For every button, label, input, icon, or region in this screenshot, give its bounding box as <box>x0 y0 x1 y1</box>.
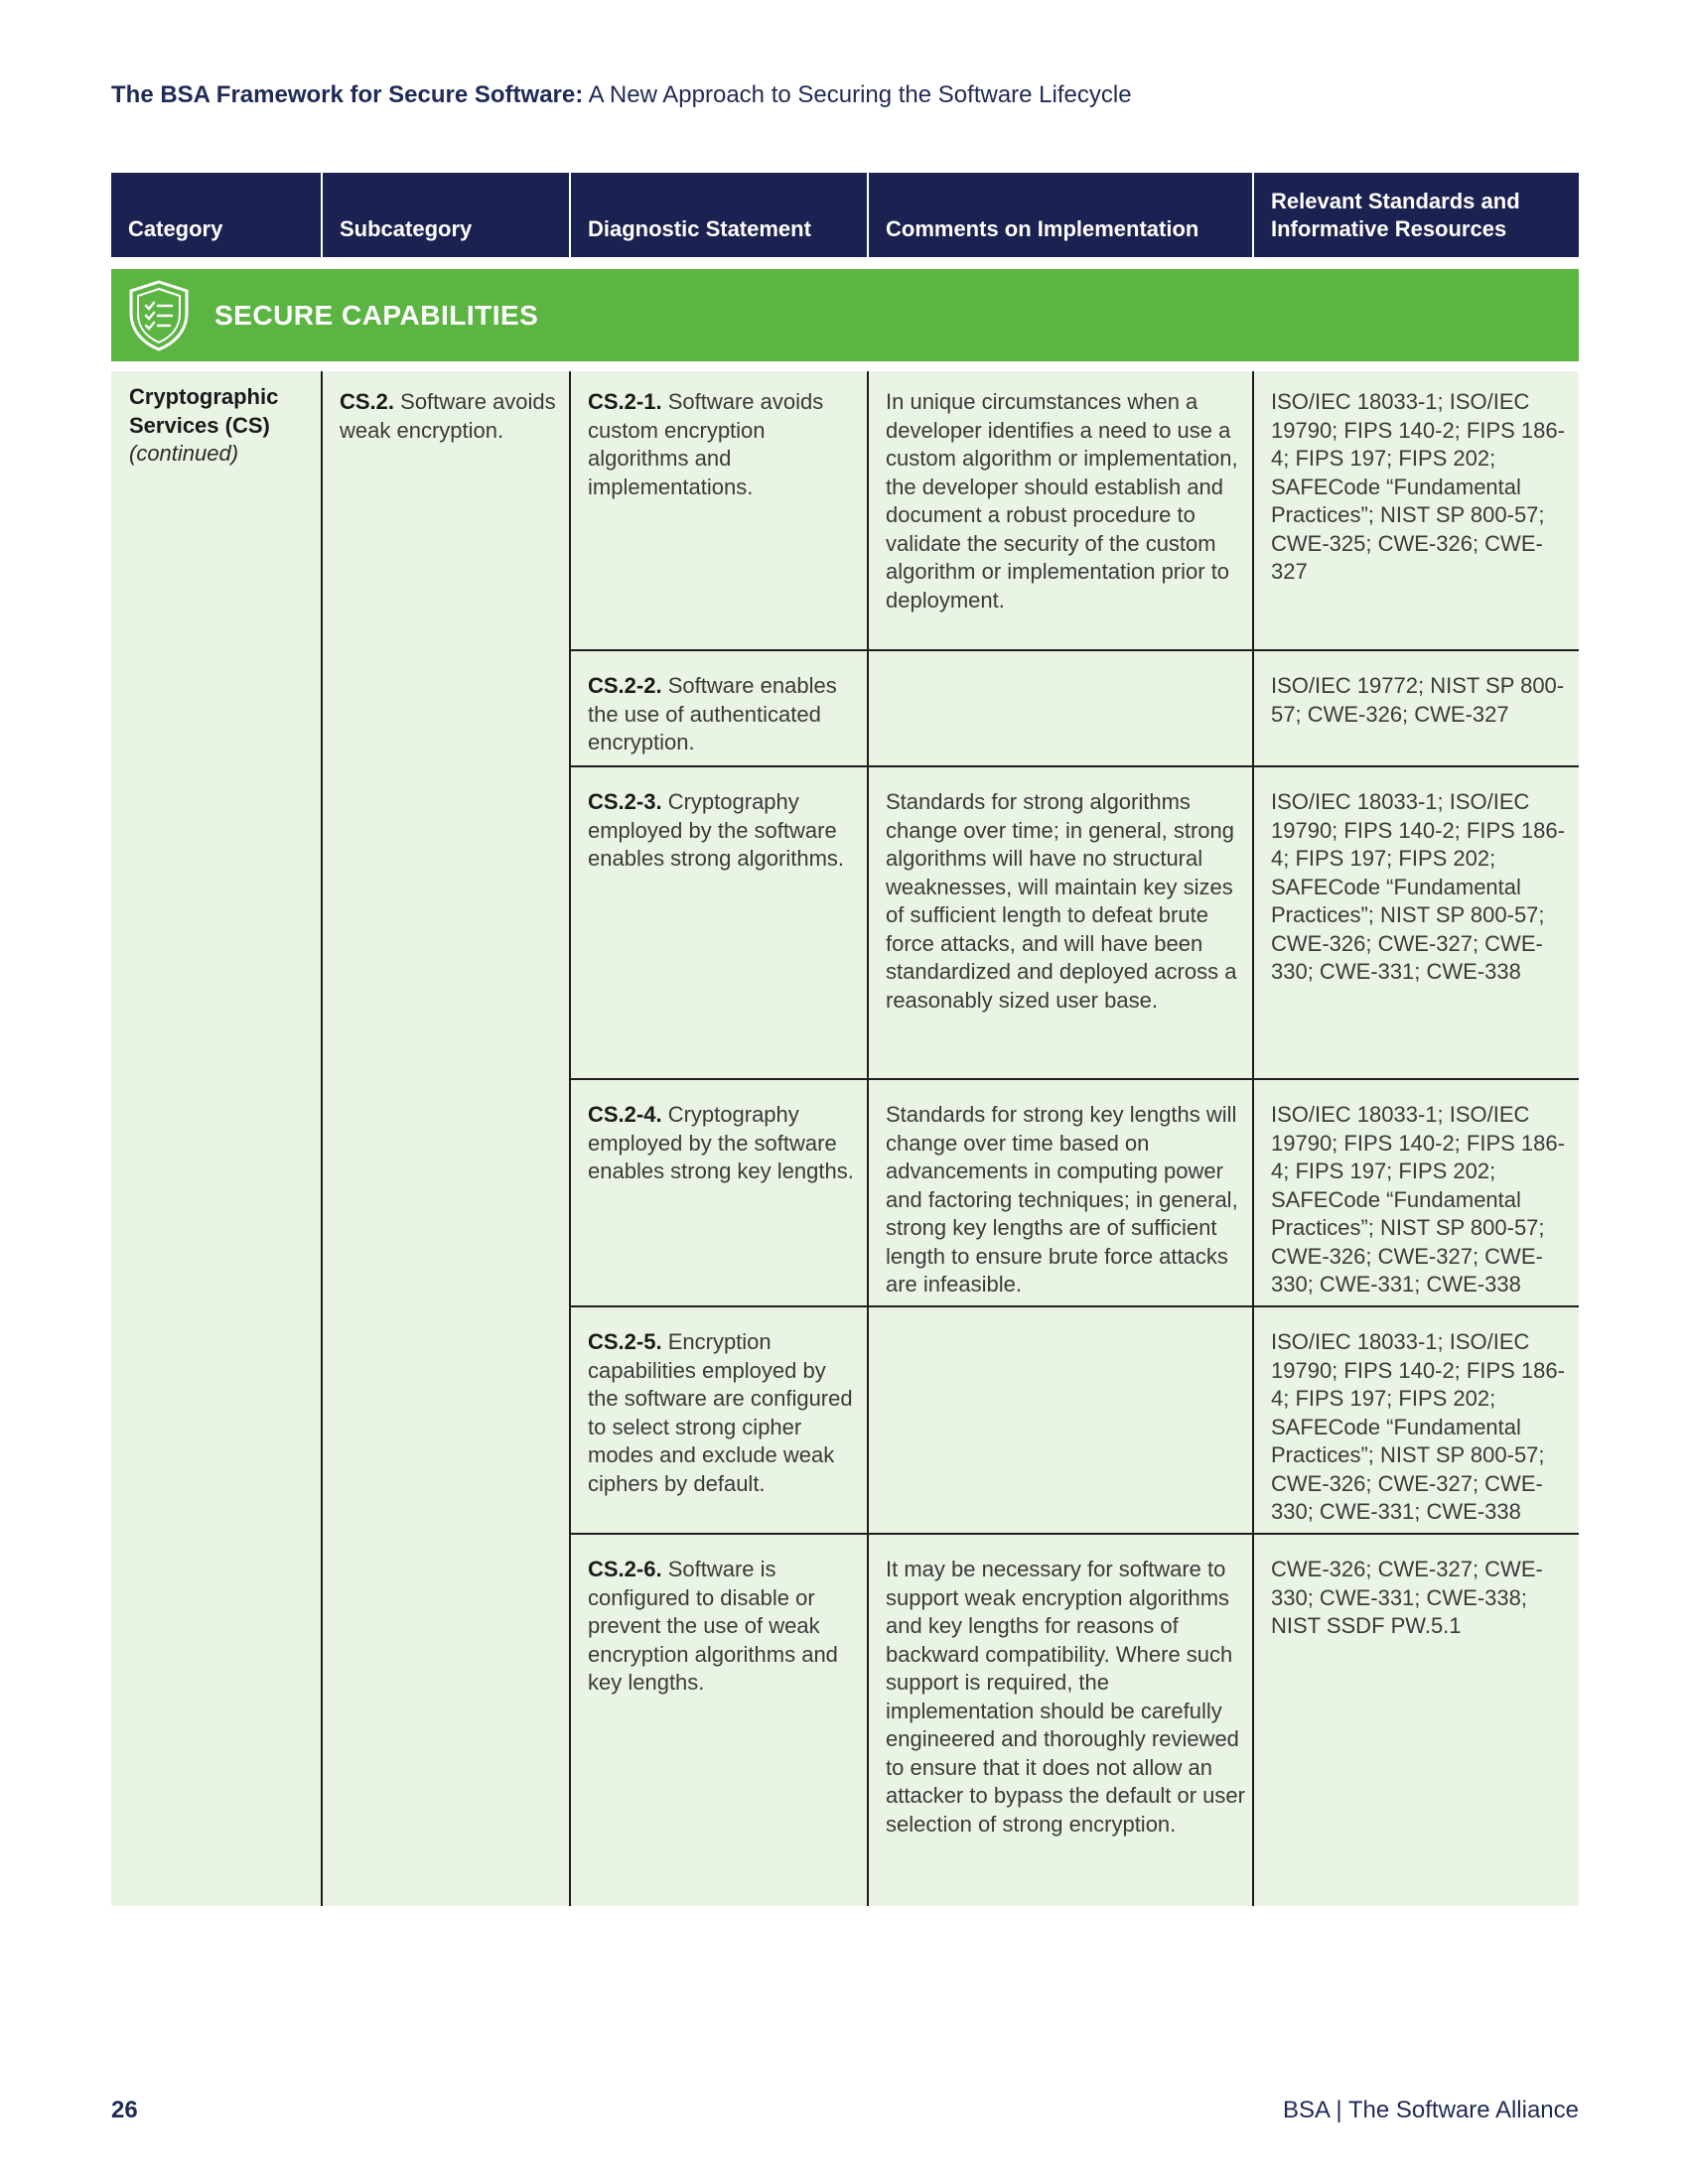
comments-cs-2-1: In unique circumstances when a developer identifies a need to use a custom algorithm or implementation, the developer should establish and document a robust procedure to validate the security of the custom algorithm or implementation prior to deployment. <box>886 389 1238 613</box>
table-header-row <box>111 173 1579 257</box>
column-header-standards: Relevant Standards and Informative Resources <box>1254 173 1579 257</box>
row-divider <box>571 765 1579 767</box>
column-header-category: Category <box>111 173 321 257</box>
column-header-comments: Comments on Implementation <box>869 173 1252 257</box>
table-body <box>111 371 1579 1906</box>
diagnostic-statement-cs-2-2: CS.2-2. Software enables the use of authenticated encryption. <box>588 673 837 754</box>
diagnostic-statement-cs-2-1: CS.2-1. Software avoids custom encryption algorithms and implementations. <box>588 389 824 499</box>
column-header-subcategory: Subcategory <box>323 173 569 257</box>
column-divider <box>569 371 571 1906</box>
category-name: Cryptographic Services (CS) <box>129 384 279 438</box>
category-note: (continued) <box>129 441 239 466</box>
row-divider <box>571 649 1579 651</box>
standards-cs-2-5: ISO/IEC 18033-1; ISO/IEC 19790; FIPS 140-2; FIPS 186-4; FIPS 197; FIPS 202; SAFECode “Fundamental Practices”; NIST SP 800-57; CWE-326; CWE-327; CWE-330; CWE-331; CWE-338 <box>1271 1329 1565 1524</box>
footer-brand: BSA | The Software Alliance <box>1283 2097 1579 2123</box>
standards-cs-2-4: ISO/IEC 18033-1; ISO/IEC 19790; FIPS 140-2; FIPS 186-4; FIPS 197; FIPS 202; SAFECode “Fundamental Practices”; NIST SP 800-57; CWE-326; CWE-327; CWE-330; CWE-331; CWE-338 <box>1271 1102 1565 1297</box>
comments-cs-2-3: Standards for strong algorithms change over time; in general, strong algorithms will have no structural weaknesses, will maintain key sizes of sufficient length to defeat brute force attacks, and will have been standardized and deployed across a reasonably sized user base. <box>886 789 1237 1013</box>
subcategory-text: Software avoids weak encryption. <box>340 389 556 443</box>
shield-checklist-icon <box>127 279 191 352</box>
standards-cs-2-3: ISO/IEC 18033-1; ISO/IEC 19790; FIPS 140-2; FIPS 186-4; FIPS 197; FIPS 202; SAFECode “Fundamental Practices”; NIST SP 800-57; CWE-326; CWE-327; CWE-330; CWE-331; CWE-338 <box>1271 789 1565 984</box>
row-divider <box>571 1533 1579 1535</box>
comments-cs-2-4: Standards for strong key lengths will change over time based on advancements in computing power and factoring techniques; in general, strong key lengths are of sufficient length to ensure brute force attacks are infeasible. <box>886 1102 1238 1297</box>
column-header-diagnostic-statement: Diagnostic Statement <box>571 173 867 257</box>
diagnostic-statement-cs-2-4: CS.2-4. Cryptography employed by the software enables strong key lengths. <box>588 1102 854 1183</box>
standards-cs-2-1: ISO/IEC 18033-1; ISO/IEC 19790; FIPS 140-2; FIPS 186-4; FIPS 197; FIPS 202; SAFECode “Fundamental Practices”; NIST SP 800-57; CWE-325; CWE-326; CWE-327 <box>1271 389 1565 584</box>
column-divider <box>867 371 869 1906</box>
subcategory-id: CS.2. <box>340 389 395 414</box>
running-header-rest: A New Approach to Securing the Software Lifecycle <box>583 81 1132 108</box>
diagnostic-statement-cs-2-6: CS.2-6. Software is configured to disable or prevent the use of weak encryption algorithms and key lengths. <box>588 1557 838 1695</box>
row-divider <box>571 1305 1579 1307</box>
row-divider <box>571 1078 1579 1080</box>
diagnostic-statement-cs-2-3: CS.2-3. Cryptography employed by the software enables strong algorithms. <box>588 789 845 871</box>
framework-table <box>111 173 1579 1837</box>
page-number: 26 <box>111 2097 138 2123</box>
standards-cs-2-2: ISO/IEC 19772; NIST SP 800-57; CWE-326; CWE-327 <box>1271 673 1565 727</box>
running-header <box>111 81 1132 109</box>
column-divider <box>1252 371 1254 1906</box>
column-divider <box>321 371 323 1906</box>
subcategory-cell <box>340 388 560 445</box>
diagnostic-statement-cs-2-5: CS.2-5. Encryption capabilities employed by the software are configured to select strong cipher modes and exclude weak ciphers by default. <box>588 1329 853 1496</box>
comments-cs-2-6: It may be necessary for software to support weak encryption algorithms and key lengths for reasons of backward compatibility. Where such support is required, the implementation should be carefully engineered and thoroughly reviewed to ensure that it does not allow an attacker to bypass the default or user selection of strong encryption. <box>886 1557 1245 1837</box>
standards-cs-2-6: CWE-326; CWE-327; CWE-330; CWE-331; CWE-338; NIST SSDF PW.5.1 <box>1271 1557 1543 1638</box>
section-band <box>111 269 1579 361</box>
running-header-bold: The BSA Framework for Secure Software: <box>111 81 584 108</box>
category-cell <box>129 383 313 469</box>
section-title: SECURE CAPABILITIES <box>214 300 539 331</box>
